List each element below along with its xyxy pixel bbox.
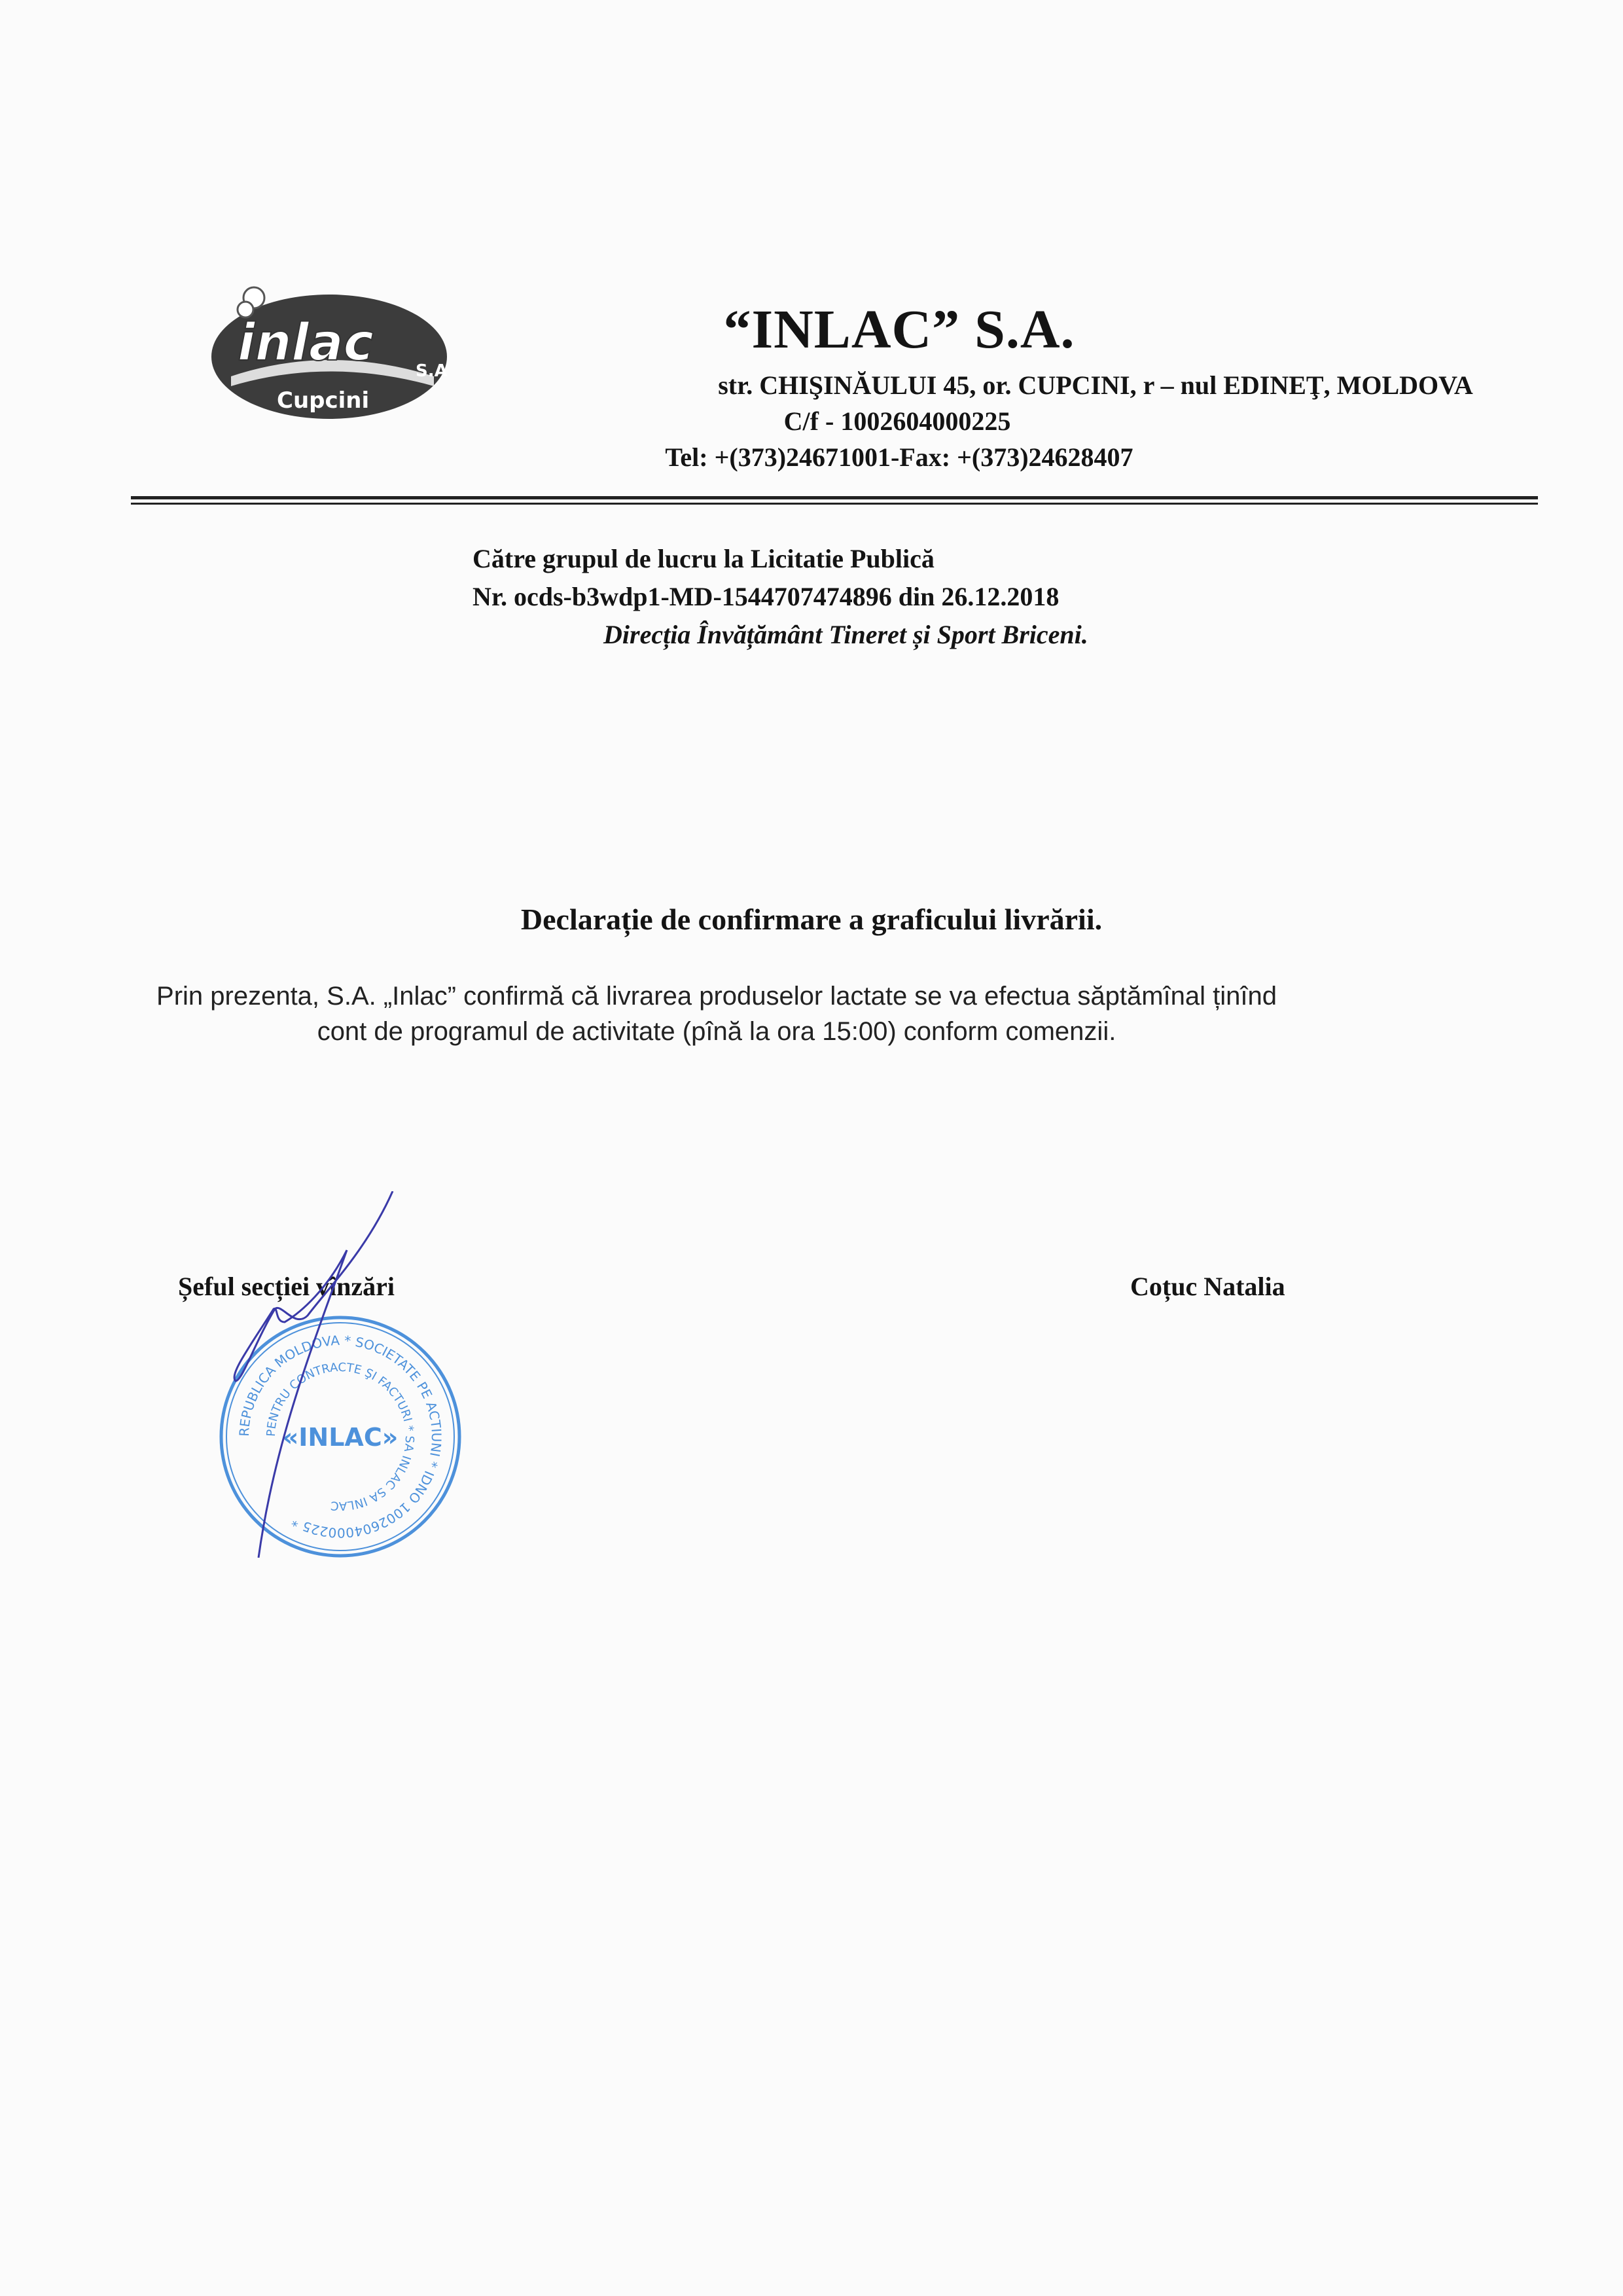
body-paragraph-line-2: cont de programul de activitate (pînă la ora 15:00) conform comenzii.: [317, 1017, 1116, 1046]
signatory-name: Coțuc Natalia: [1130, 1272, 1285, 1301]
contact-phones: Tel: +(373)24671001-Fax: +(373)24628407: [665, 442, 1133, 472]
svg-text:PENTRU CONTRACTE ŞI FACTURI *: PENTRU CONTRACTE ŞI FACTURI * SA INLAC SA INLAC: [264, 1360, 417, 1513]
svg-text:REPUBLICA MOLDOVA * SOCIETATE: REPUBLICA MOLDOVA * SOCIETATE PE ACTIUNI * IDNO 1002604000225 *: [236, 1332, 445, 1541]
body-paragraph-line-1: Prin prezenta, S.A. „Inlac” confirmă că livrarea produselor lactate se va efectua săptămînal ținînd: [156, 982, 1277, 1011]
fiscal-code: C/f - 1002604000225: [783, 406, 1011, 436]
header-divider: [131, 496, 1538, 505]
recipient-line-1: Către grupul de lucru la Licitatie Publică: [473, 544, 935, 573]
recipient-line-3: Direcția Învățământ Tineret și Sport Briceni.: [603, 620, 1088, 649]
document-heading: Declarație de confirmare a graficului livrării.: [520, 903, 1103, 936]
svg-text:inlac: inlac: [238, 314, 374, 372]
company-name: “INLAC” S.A.: [723, 299, 1075, 360]
handwritten-signature: [196, 1191, 471, 1558]
recipient-line-2: Nr. ocds-b3wdp1-MD-1544707474896 din 26.12.2018: [473, 582, 1060, 611]
svg-text:S.A: S.A: [416, 361, 448, 381]
svg-text:Cupcini: Cupcini: [277, 387, 370, 414]
company-address: str. CHIŞINĂULUI 45, or. CUPCINI, r – nul EDINEŢ, MOLDOVA: [718, 370, 1473, 400]
signatory-position: Șeful secției vînzări: [178, 1272, 395, 1301]
svg-text:«INLAC»: «INLAC»: [282, 1423, 399, 1452]
